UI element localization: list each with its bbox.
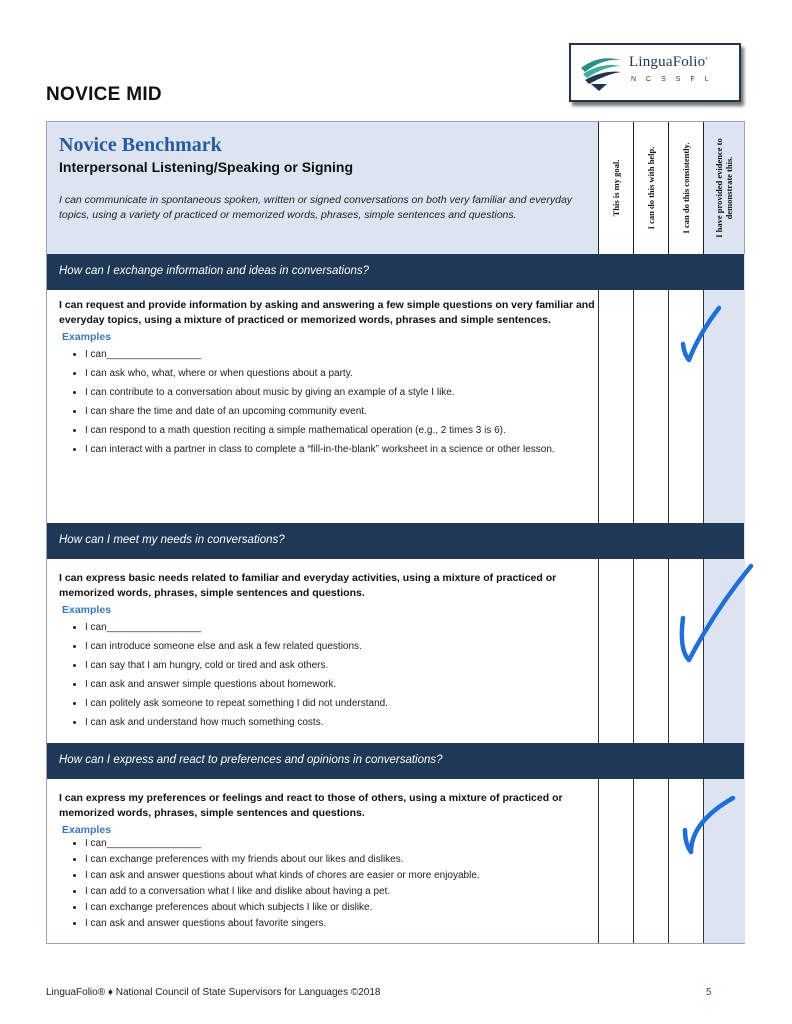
section-2-statement: I can express basic needs related to familiar and everyday activities, using a mixture of practiced or memorized words, phrases, simple sentences and questions. [59,572,557,599]
section-3-question: How can I express and react to preferences and opinions in conversations? [59,754,443,766]
list-item: • I can ask and answer questions about favorite singers. [85,916,599,932]
list-item: • I can ask and understand how much something costs. [85,713,599,732]
section-3-question-band [47,743,744,779]
list-item: • I can_________________ [85,836,599,852]
handwritten-checkmark-icon [675,560,755,670]
column-consistently: I can do this consistently. [668,122,702,254]
section-1-question: How can I exchange information and ideas in conversations? [59,265,370,277]
column-with-help: I can do this with help. [633,122,667,254]
linguafolio-logo-icon [577,50,625,92]
page-number: 5 [706,987,712,998]
list-item: • I can_________________ [85,618,599,637]
section-1-statement: I can request and provide information by asking and answering a few simple questions on very familiar and everyday topics, using a mixture of practiced or memorized words, phrases and simple sentences. [59,299,595,326]
list-item: • I can ask and answer questions about what kinds of chores are easier or more enjoyable. [85,868,599,884]
column-divider [668,254,669,943]
linguafolio-logo [569,43,741,102]
list-item: • I can ask and answer simple questions about homework. [85,675,599,694]
column-divider [633,254,634,943]
list-item: • I can exchange preferences with my friends about our likes and dislikes. [85,852,599,868]
section-3-examples-list [59,836,599,932]
list-item: • I can_________________ [85,345,599,364]
list-item: • I can introduce someone else and ask a few related questions. [85,637,599,656]
section-1-content [59,298,599,459]
benchmark-subtitle: Interpersonal Listening/Speaking or Signing [59,159,354,175]
handwritten-checkmark-icon [677,792,737,856]
section-1-examples-list [59,345,599,459]
benchmark-header [47,122,598,254]
section-2-content [59,571,599,732]
handwritten-checkmark-icon [675,304,725,366]
page-title: NOVICE MID [46,84,162,105]
benchmark-table [46,121,745,944]
section-3-statement: I can express my preferences or feelings and react to those of others, using a mixture of practiced or memorized words, phrases, simple sentences and questions. [59,792,563,819]
list-item: • I can exchange preferences about which subjects I like or dislike. [85,900,599,916]
section-1-examples-label: Examples [62,331,112,343]
benchmark-title: Novice Benchmark [59,134,222,156]
section-2-question: How can I meet my needs in conversations? [59,534,285,546]
list-item: • I can politely ask someone to repeat something I did not understand. [85,694,599,713]
column-evidence: I have provided evidence to demonstrate this. [703,122,744,254]
list-item: • I can respond to a math question reciting a simple mathematical operation (e.g., 2 times 3 is 6). [85,421,599,440]
list-item: • I can interact with a partner in class to complete a “fill-in-the-blank” worksheet in a science or other lesson. [85,440,599,459]
column-goal: This is my goal. [598,122,632,254]
logo-name: LinguaFolio$^r$ [629,54,708,70]
list-item: • I can contribute to a conversation about music by giving an example of a style I like. [85,383,599,402]
section-1-question-band [47,254,744,290]
list-item: • I can ask who, what, where or when questions about a party. [85,364,599,383]
footer-text: LinguaFolio® ♦ National Council of State Supervisors for Languages ©2018 [46,987,381,998]
benchmark-description: I can communicate in spontaneous spoken, written or signed conversations on both very familiar and everyday topics, using a variety of practiced or memorized words, phrases, simple sentences and questions. [59,194,573,221]
section-2-examples-list [59,618,599,732]
section-2-examples-label: Examples [62,604,112,616]
section-2-question-band [47,523,744,559]
section-3-content [59,791,599,932]
list-item: • I can say that I am hungry, cold or tired and ask others. [85,656,599,675]
section-3-examples-label: Examples [62,824,112,836]
logo-subtitle: NCSSFL [631,76,719,83]
list-item: • I can share the time and date of an upcoming community event. [85,402,599,421]
list-item: • I can add to a conversation what I like and dislike about having a pet. [85,884,599,900]
